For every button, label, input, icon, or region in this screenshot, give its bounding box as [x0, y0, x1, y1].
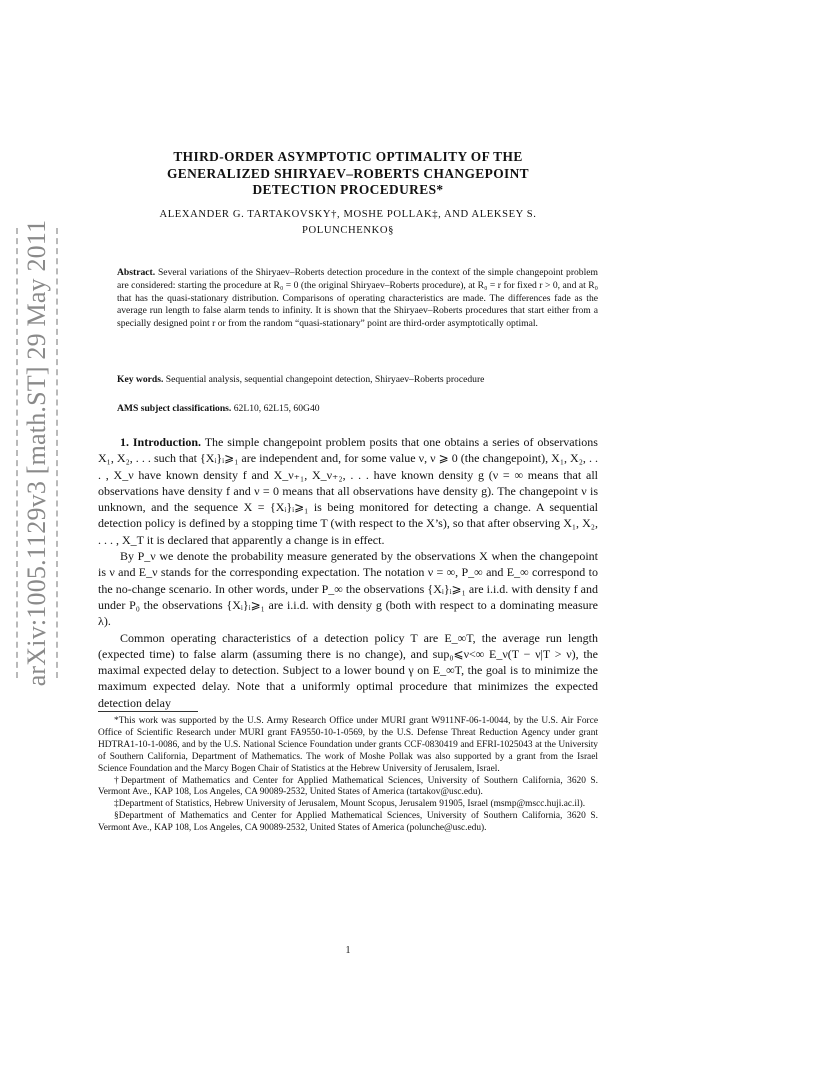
paragraph-text: The simple changepoint problem posits that one obtains a series of observations X₁, X₂, . . . such that {Xᵢ}ᵢ⩾₁ are independent and, for some value ν, ν ⩾ 0 (the changepoint), X₁, X₂, . . . , X_ν have known density f and X_ν₊₁, X_ν₊₂, . . . have known density g (ν = ∞ means that all observations have density f and ν = 0 means that all observations have density g). The changepoint ν is unknown, and the sequence X = {Xᵢ}ᵢ⩾₁ is being monitored for detecting a change. A sequential detection policy is defined by a stopping time T (with respect to the X’s), so that after observing X₁, X₂, . . . , X_T it is declared that apparently a change is in effect.	[98, 435, 598, 547]
author-line: ALEXANDER G. TARTAKOVSKY†, MOSHE POLLAK‡, AND ALEKSEY S.	[159, 209, 537, 220]
ams-text: 62L10, 62L15, 60G40	[233, 403, 320, 414]
title-line: GENERALIZED SHIRYAEV–ROBERTS CHANGEPOINT	[166, 165, 530, 181]
author-line: POLUNCHENKO§	[302, 224, 394, 236]
keywords-label: Key words.	[117, 374, 164, 385]
title-line: THIRD-ORDER ASYMPTOTIC OPTIMALITY OF THE	[173, 149, 523, 164]
paragraph: Common operating characteristics of a detection policy T are E_∞T, the average run length (expected time) to false alarm (assuming there is no change), and sup₀⩽ν<∞ E_ν(T − ν|T > ν), the maximal expected delay to detection. Subject to a lower bound γ on E_∞T, the goal is to minimize the maximum expected delay. Note that a uniformly optimal procedure that minimizes the expected detection delay	[98, 630, 598, 710]
keywords	[117, 374, 598, 387]
ams-label: AMS subject classifications.	[117, 403, 232, 414]
arxiv-side-stamp	[16, 219, 58, 687]
title-line: DETECTION PROCEDURES*	[252, 182, 444, 197]
arxiv-identifier: arXiv:1005.1129v3 [math.ST] 29 May 2011	[22, 219, 51, 687]
footnote: *This work was supported by the U.S. Army Research Office under MURI grant W911NF-06-1-0044, by the U.S. Air Force Office of Scientific Research under MURI grant FA9550-10-1-0569, by the U.S. Defense Threat Reduction Agency under grant HDTRA1-10-1-0086, and by the U.S. National Science Foundation under grants CCF-0830419 and EFRI-1025043 at the University of Southern California, Department of Mathematics. The work of Moshe Pollak was also supported by a grant from the Israel Science Foundation and the Marcy Bogen Chair of Statistics at the Hebrew University of Jerusalem, Israel.	[98, 716, 598, 774]
footnote: §Department of Mathematics and Center for Applied Mathematical Sciences, University of Southern California, 3620 S. Vermont Ave., KAP 108, Los Angeles, CA 90089-2532, United States of America (polunche@usc.edu).	[98, 811, 598, 834]
footnote: ‡Department of Statistics, Hebrew University of Jerusalem, Mount Scopus, Jerusalem 91905, Israel (msmp@mscc.huji.ac.il).	[114, 799, 586, 810]
footnote: †Department of Mathematics and Center for Applied Mathematical Sciences, University of Southern California, 3620 S. Vermont Ave., KAP 108, Los Angeles, CA 90089-2532, United States of America (tartakov@usc.edu).	[98, 775, 598, 798]
keywords-text: Sequential analysis, sequential changepoint detection, Shiryaev–Roberts procedure	[165, 374, 485, 385]
author-list	[98, 207, 598, 238]
ams-classifications	[117, 403, 598, 416]
paragraph: By P_ν we denote the probability measure generated by the observations X when the changepoint is ν and E_ν stands for the corresponding expectation. The notation ν = ∞, P_∞ and E_∞ correspond to the no-change scenario. In other words, under P_∞ the observations {Xᵢ}ᵢ⩾₁ are i.i.d. with density f and under P₀ the observations {Xᵢ}ᵢ⩾₁ are i.i.d. with density g (both with respect to a dominating measure λ).	[98, 549, 598, 629]
footnotes	[98, 716, 598, 835]
abstract	[98, 267, 598, 331]
paragraph	[98, 434, 598, 548]
section-heading: 1. Introduction.	[120, 435, 202, 449]
paper-title	[98, 149, 598, 199]
abstract-label: Abstract.	[117, 267, 156, 278]
page-number: 1	[345, 945, 351, 956]
introduction-section	[98, 434, 598, 711]
footnote-rule	[98, 711, 198, 712]
abstract-text: Several variations of the Shiryaev–Roberts detection procedure in the context of the simple changepoint problem are considered: starting the procedure at R₀ = 0 (the original Shiryaev–Roberts procedure), at R₀ = r for fixed r > 0, and at R₀ that has the quasi-stationary distribution. Comparisons of operating characteristics are made. The differences fade as the average run length to false alarm tends to infinity. It is shown that the Shiryaev–Roberts procedures that start either from a specially designed point r or from the random “quasi-stationary” point are third-order asymptotically optimal.	[117, 267, 598, 330]
